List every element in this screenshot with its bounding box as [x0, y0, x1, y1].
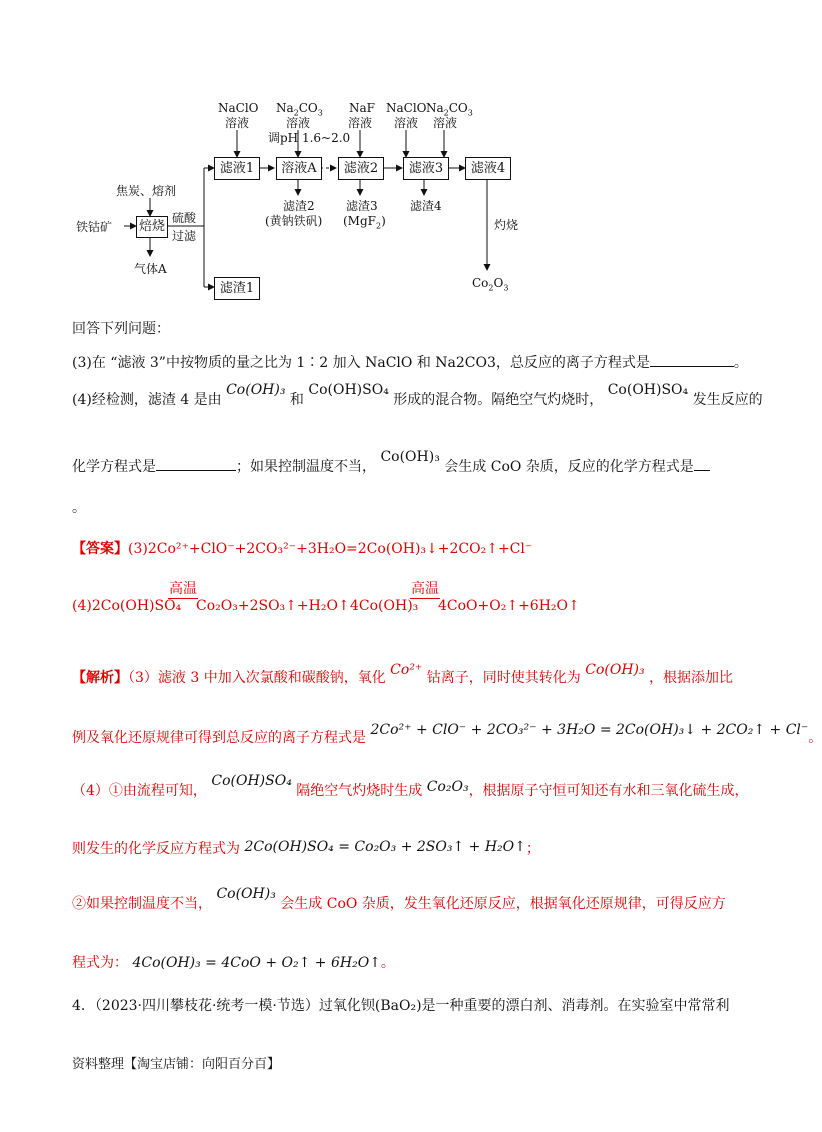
reagent5-state: 溶液 [433, 116, 458, 130]
next-question: 4．（2023·四川攀枝花·统考一模·节选）过氧化钡(BaO₂)是一种重要的漂白剂、消毒剂。在实验室中常常利 [72, 998, 730, 1014]
footer-note: 资料整理【淘宝店铺：向阳百分百】 [72, 1057, 281, 1072]
reagent3-state: 溶液 [348, 116, 373, 130]
filtrate4-box: 滤液4 [465, 157, 511, 180]
analysis-line4: 则发生的化学反应方程式为 2Co(OH)SO₄ = Co₂O₃ + 2SO₃↑ + H₂O↑； [72, 839, 540, 857]
reagent4-name: NaClO [386, 101, 427, 115]
reagent4-state: 溶液 [394, 116, 419, 130]
filtrate1-box: 滤液1 [214, 157, 260, 180]
feed-label: 铁钴矿 [76, 220, 113, 234]
gas-label: 气体A [134, 262, 167, 276]
ph-label: 调pH 1.6~2.0 [268, 131, 351, 145]
answer-4: (4)2Co(OH)SO₄ 高温 Co₂O₃+2SO₃↑+H₂O↑ 4Co(OH)₃ 高温 4CoO+O₂↑+6H₂O↑ [72, 578, 732, 618]
top-input-label: 焦炭、熔剂 [116, 184, 177, 198]
reagent1-state: 溶液 [225, 116, 250, 130]
solA-box: 溶液A [276, 157, 322, 180]
residue4-label: 滤渣4 [410, 199, 442, 213]
residue1-box: 滤渣1 [214, 277, 260, 300]
analysis-line3: （4）①由流程可知， Co(OH)SO₄ 隔绝空气灼烧时生成 Co₂O₃，根据原子守恒可知还有水和三氧化硫生成， [72, 773, 749, 799]
residue3-name: 滤渣3 [346, 199, 378, 213]
analysis-line2: 例及氧化还原规律可得到总反应的离子方程式是 2Co²⁺ + ClO⁻ + 2CO₃²⁻ + 3H₂O = 2Co(OH)₃↓ + 2CO₂↑ + Cl⁻。 [72, 722, 822, 746]
reagent1-name: NaClO [218, 101, 259, 115]
answer-3: 【答案】(3)2Co²⁺+ClO⁻+2CO₃²⁻+3H₂O=2Co(OH)₃↓+2CO₂↑+Cl⁻ [72, 541, 533, 557]
acid-label-2: 过滤 [172, 229, 197, 243]
question-4-line1: (4)经检测，滤渣 4 是由 Co(OH)₃ 和 Co(OH)SO₄ 形成的混合物。隔绝空气灼烧时， Co(OH)SO₄ 发生反应的 [72, 382, 763, 408]
residue2-name: 滤渣2 [283, 199, 315, 213]
flowchart-arrows [0, 0, 800, 310]
analysis-line1: 【解析】（3）滤液 3 中加入次氯酸和碳酸钠，氧化 Co²⁺ 钴离子，同时使其转化为 Co(OH)₃ ，根据添加比 [72, 662, 734, 686]
filtrate2-box: 滤液2 [338, 157, 384, 180]
question-4-end: 。 [72, 500, 86, 516]
analysis-line5: ②如果控制温度不当， Co(OH)₃ 会生成 CoO 杂质，发生氧化还原反应，根据氧化还原规律，可得反应方 [72, 886, 726, 912]
filtrate3-box: 滤液3 [403, 157, 449, 180]
reagent2-name: $Na_2CO_3$ [276, 101, 323, 118]
residue3-desc: (MgF$_2$) [343, 214, 386, 231]
analysis-line6: 程式为： 4Co(OH)₃ = 4CoO + O₂↑ + 6H₂O↑。 [72, 955, 395, 971]
question-4-line2: 化学方程式是 ；如果控制温度不当， Co(OH)₃ 会生成 CoO 杂质，反应的化学方程式是 [72, 456, 710, 476]
question-3: (3)在 “滤液 3”中按物质的量之比为 1∶2 加入 NaClO 和 Na2CO3，总反应的离子方程式是 。 [72, 355, 748, 371]
reagent2-state: 溶液 [286, 116, 311, 130]
question-intro: 回答下列问题： [72, 321, 170, 337]
reagent3-name: NaF [349, 101, 375, 115]
burn-label: 灼烧 [494, 218, 519, 232]
residue2-desc: (黄钠铁矾) [265, 214, 323, 228]
product-label: $Co_2O_3$ [472, 276, 509, 293]
reagent5-name: $Na_2CO_3$ [426, 101, 473, 118]
roast-box: 焙烧 [136, 216, 168, 238]
acid-label-1: 硫酸 [172, 211, 197, 225]
